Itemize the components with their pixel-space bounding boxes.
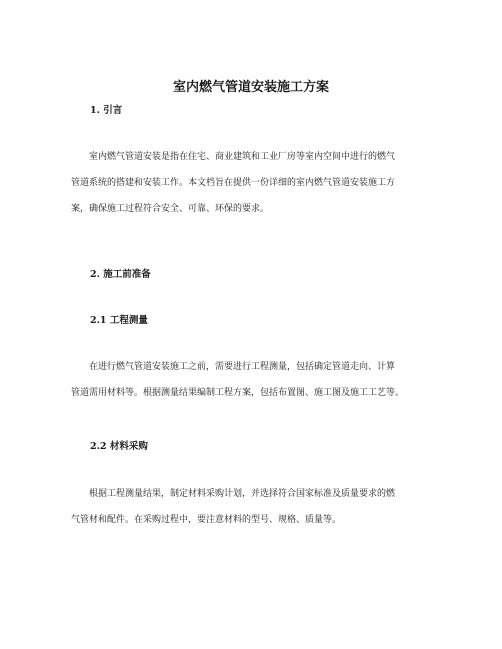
section-heading-procurement: 2.2 材料采购	[90, 441, 148, 452]
paragraph-line: 案，确保施工过程符合安全、可靠、环保的要求。	[71, 204, 270, 214]
section-heading-survey: 2.1 工程测量	[90, 315, 148, 326]
section-heading-intro: 1. 引言	[90, 105, 123, 116]
paragraph-line: 管道系统的搭建和安装工作。本文档旨在提供一份详细的室内燃气管道安装施工方	[71, 178, 396, 188]
section-paragraph-survey	[71, 354, 433, 406]
document-title: 室内燃气管道安装施工方案	[172, 80, 329, 95]
paragraph-line: 室内燃气管道安装是指在住宅、商业建筑和工业厂房等室内空间中进行的燃气	[89, 152, 396, 162]
paragraph-line: 管道需用材料等。根据测量结果编制工程方案，包括布置图、施工图及施工工艺等。	[71, 388, 405, 398]
paragraph-line: 根据工程测量结果，制定材料采购计划，并选择符合国家标准及质量要求的燃	[89, 489, 396, 499]
section-paragraph-intro	[71, 144, 433, 222]
paragraph-line: 在进行燃气管道安装施工之前，需要进行工程测量，包括确定管道走向、计算	[89, 362, 396, 372]
section-heading-preparation: 2. 施工前准备	[90, 269, 151, 280]
paragraph-line: 气管材和配件。在采购过程中，要注意材料的型号、规格、质量等。	[71, 515, 342, 525]
section-paragraph-procurement	[71, 481, 433, 533]
